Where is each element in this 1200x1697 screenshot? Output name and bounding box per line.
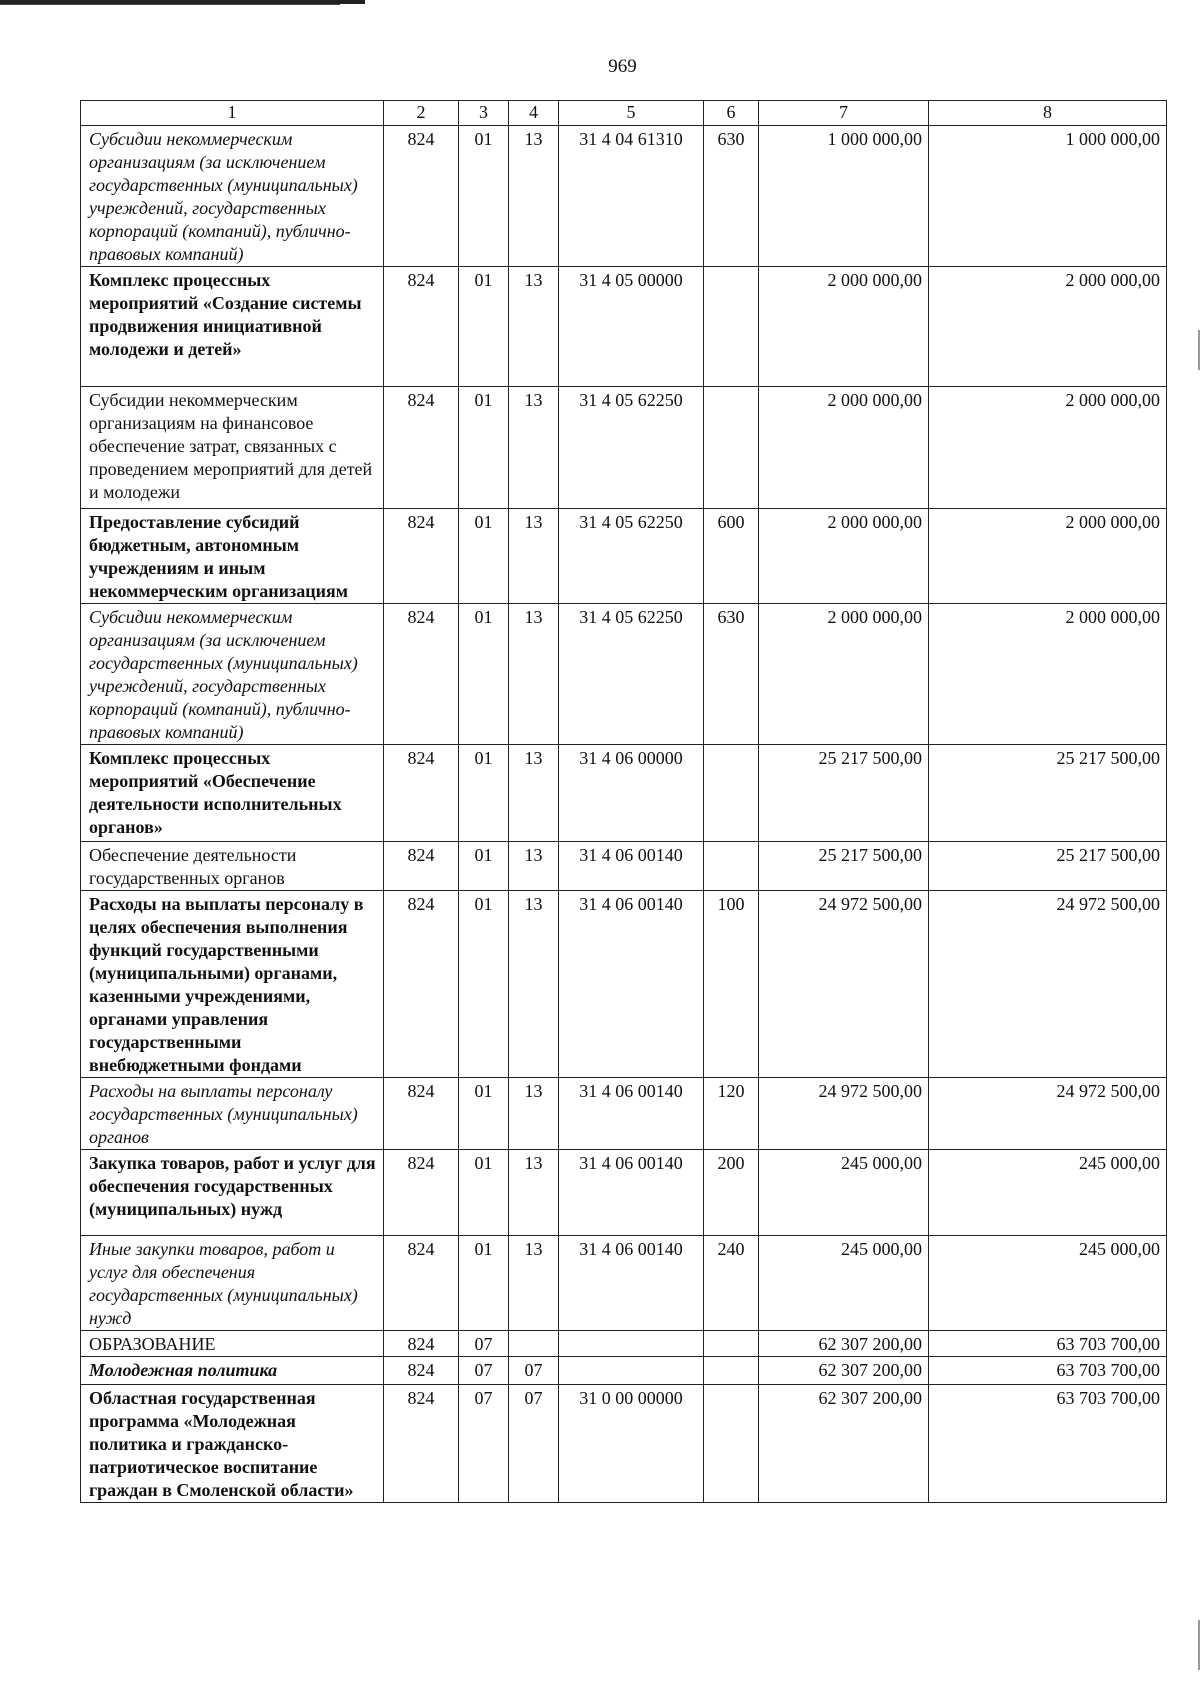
section-code: 01 bbox=[459, 387, 509, 509]
table-row bbox=[81, 1385, 1167, 1503]
section-code: 01 bbox=[459, 745, 509, 842]
expense-type-code bbox=[704, 842, 759, 891]
row-name: Обеспечение деятельности государственных органов bbox=[81, 842, 384, 891]
amount-year-1: 62 307 200,00 bbox=[759, 1385, 929, 1503]
admin-code: 824 bbox=[384, 1236, 459, 1331]
section-code: 07 bbox=[459, 1357, 509, 1385]
amount-year-1: 2 000 000,00 bbox=[759, 267, 929, 387]
section-code: 07 bbox=[459, 1331, 509, 1357]
subsection-code: 13 bbox=[509, 604, 559, 745]
subsection-code: 13 bbox=[509, 1078, 559, 1150]
table-row bbox=[81, 1357, 1167, 1385]
amount-year-2: 2 000 000,00 bbox=[929, 604, 1167, 745]
amount-year-1: 245 000,00 bbox=[759, 1236, 929, 1331]
header-row bbox=[81, 101, 1167, 126]
amount-year-2: 63 703 700,00 bbox=[929, 1385, 1167, 1503]
col-header: 2 bbox=[384, 101, 459, 126]
section-code: 01 bbox=[459, 126, 509, 267]
subsection-code: 13 bbox=[509, 745, 559, 842]
subsection-code: 07 bbox=[509, 1385, 559, 1503]
admin-code: 824 bbox=[384, 1331, 459, 1357]
subsection-code: 07 bbox=[509, 1357, 559, 1385]
amount-year-1: 2 000 000,00 bbox=[759, 509, 929, 604]
expense-type-code bbox=[704, 267, 759, 387]
section-code: 01 bbox=[459, 604, 509, 745]
amount-year-2: 2 000 000,00 bbox=[929, 387, 1167, 509]
row-name: Молодежная политика bbox=[81, 1357, 384, 1385]
admin-code: 824 bbox=[384, 1357, 459, 1385]
target-article-code: 31 4 05 62250 bbox=[559, 509, 704, 604]
expense-type-code bbox=[704, 1331, 759, 1357]
subsection-code: 13 bbox=[509, 1150, 559, 1236]
section-code: 01 bbox=[459, 509, 509, 604]
amount-year-1: 2 000 000,00 bbox=[759, 387, 929, 509]
target-article-code: 31 4 05 00000 bbox=[559, 267, 704, 387]
admin-code: 824 bbox=[384, 1078, 459, 1150]
admin-code: 824 bbox=[384, 604, 459, 745]
col-header: 4 bbox=[509, 101, 559, 126]
amount-year-2: 25 217 500,00 bbox=[929, 745, 1167, 842]
subsection-code: 13 bbox=[509, 509, 559, 604]
amount-year-2: 2 000 000,00 bbox=[929, 509, 1167, 604]
target-article-code: 31 4 06 00140 bbox=[559, 842, 704, 891]
col-header: 5 bbox=[559, 101, 704, 126]
budget-table bbox=[80, 100, 1167, 1503]
admin-code: 824 bbox=[384, 891, 459, 1078]
top-rule-thin bbox=[0, 4, 340, 5]
section-code: 01 bbox=[459, 1150, 509, 1236]
amount-year-1: 1 000 000,00 bbox=[759, 126, 929, 267]
target-article-code: 31 4 05 62250 bbox=[559, 387, 704, 509]
page-number: 969 bbox=[608, 56, 637, 77]
expense-type-code: 120 bbox=[704, 1078, 759, 1150]
col-header: 3 bbox=[459, 101, 509, 126]
expense-type-code bbox=[704, 387, 759, 509]
amount-year-2: 245 000,00 bbox=[929, 1150, 1167, 1236]
target-article-code: 31 4 06 00140 bbox=[559, 891, 704, 1078]
amount-year-1: 25 217 500,00 bbox=[759, 842, 929, 891]
target-article-code: 31 0 00 00000 bbox=[559, 1385, 704, 1503]
expense-type-code bbox=[704, 1357, 759, 1385]
row-name: Комплекс процессных мероприятий «Обеспечение деятельности исполнительных органов» bbox=[81, 745, 384, 842]
subsection-code: 13 bbox=[509, 126, 559, 267]
amount-year-1: 62 307 200,00 bbox=[759, 1357, 929, 1385]
section-code: 01 bbox=[459, 267, 509, 387]
admin-code: 824 bbox=[384, 842, 459, 891]
expense-type-code: 630 bbox=[704, 126, 759, 267]
col-header: 7 bbox=[759, 101, 929, 126]
target-article-code: 31 4 05 62250 bbox=[559, 604, 704, 745]
col-header: 1 bbox=[81, 101, 384, 126]
row-name: Субсидии некоммерческим организациям на финансовое обеспечение затрат, связанных с проведением мероприятий для детей и молодежи bbox=[81, 387, 384, 509]
amount-year-2: 2 000 000,00 bbox=[929, 267, 1167, 387]
expense-type-code: 200 bbox=[704, 1150, 759, 1236]
expense-type-code bbox=[704, 1385, 759, 1503]
amount-year-2: 25 217 500,00 bbox=[929, 842, 1167, 891]
subsection-code: 13 bbox=[509, 891, 559, 1078]
col-header: 8 bbox=[929, 101, 1167, 126]
amount-year-1: 2 000 000,00 bbox=[759, 604, 929, 745]
target-article-code bbox=[559, 1357, 704, 1385]
table-row bbox=[81, 1331, 1167, 1357]
target-article-code: 31 4 06 00000 bbox=[559, 745, 704, 842]
amount-year-2: 24 972 500,00 bbox=[929, 891, 1167, 1078]
section-code: 01 bbox=[459, 891, 509, 1078]
section-code: 01 bbox=[459, 1078, 509, 1150]
table-row bbox=[81, 509, 1167, 604]
amount-year-1: 245 000,00 bbox=[759, 1150, 929, 1236]
amount-year-1: 24 972 500,00 bbox=[759, 891, 929, 1078]
row-name: Расходы на выплаты персоналу государственных (муниципальных) органов bbox=[81, 1078, 384, 1150]
target-article-code: 31 4 04 61310 bbox=[559, 126, 704, 267]
row-name: Субсидии некоммерческим организациям (за исключением государственных (муниципальных) учреждений, государственных корпораций (компаний), публично-правовых компаний) bbox=[81, 126, 384, 267]
amount-year-2: 1 000 000,00 bbox=[929, 126, 1167, 267]
amount-year-2: 245 000,00 bbox=[929, 1236, 1167, 1331]
expense-type-code: 100 bbox=[704, 891, 759, 1078]
row-name: ОБРАЗОВАНИЕ bbox=[81, 1331, 384, 1357]
subsection-code bbox=[509, 1331, 559, 1357]
subsection-code: 13 bbox=[509, 267, 559, 387]
target-article-code: 31 4 06 00140 bbox=[559, 1236, 704, 1331]
section-code: 01 bbox=[459, 1236, 509, 1331]
expense-type-code: 600 bbox=[704, 509, 759, 604]
target-article-code: 31 4 06 00140 bbox=[559, 1078, 704, 1150]
admin-code: 824 bbox=[384, 1385, 459, 1503]
section-code: 01 bbox=[459, 842, 509, 891]
row-name: Закупка товаров, работ и услуг для обеспечения государственных (муниципальных) нужд bbox=[81, 1150, 384, 1236]
admin-code: 824 bbox=[384, 509, 459, 604]
amount-year-2: 24 972 500,00 bbox=[929, 1078, 1167, 1150]
col-header: 6 bbox=[704, 101, 759, 126]
section-code: 07 bbox=[459, 1385, 509, 1503]
target-article-code bbox=[559, 1331, 704, 1357]
amount-year-1: 24 972 500,00 bbox=[759, 1078, 929, 1150]
table-row bbox=[81, 891, 1167, 1078]
expense-type-code: 240 bbox=[704, 1236, 759, 1331]
amount-year-2: 63 703 700,00 bbox=[929, 1357, 1167, 1385]
row-name: Предоставление субсидий бюджетным, автономным учреждениям и иным некоммерческим организациям bbox=[81, 509, 384, 604]
row-name: Расходы на выплаты персоналу в целях обеспечения выполнения функций государственными (муниципальными) органами, казенными учреждениями, органами управления государственными внебюджетными фондами bbox=[81, 891, 384, 1078]
row-name: Комплекс процессных мероприятий «Создание системы продвижения инициативной молодежи и детей» bbox=[81, 267, 384, 387]
table-row bbox=[81, 842, 1167, 891]
table-row bbox=[81, 1150, 1167, 1236]
amount-year-1: 62 307 200,00 bbox=[759, 1331, 929, 1357]
expense-type-code bbox=[704, 745, 759, 842]
admin-code: 824 bbox=[384, 267, 459, 387]
subsection-code: 13 bbox=[509, 387, 559, 509]
expense-type-code: 630 bbox=[704, 604, 759, 745]
subsection-code: 13 bbox=[509, 842, 559, 891]
table-row bbox=[81, 745, 1167, 842]
table-row bbox=[81, 267, 1167, 387]
admin-code: 824 bbox=[384, 1150, 459, 1236]
target-article-code: 31 4 06 00140 bbox=[559, 1150, 704, 1236]
amount-year-2: 63 703 700,00 bbox=[929, 1331, 1167, 1357]
table-row bbox=[81, 604, 1167, 745]
table-row bbox=[81, 126, 1167, 267]
admin-code: 824 bbox=[384, 387, 459, 509]
row-name: Областная государственная программа «Молодежная политика и гражданско-патриотическое воспитание граждан в Смоленской области» bbox=[81, 1385, 384, 1503]
row-name: Субсидии некоммерческим организациям (за исключением государственных (муниципальных) учреждений, государственных корпораций (компаний), публично-правовых компаний) bbox=[81, 604, 384, 745]
admin-code: 824 bbox=[384, 126, 459, 267]
table-row bbox=[81, 1236, 1167, 1331]
table-row bbox=[81, 1078, 1167, 1150]
table-row bbox=[81, 387, 1167, 509]
subsection-code: 13 bbox=[509, 1236, 559, 1331]
row-name: Иные закупки товаров, работ и услуг для обеспечения государственных (муниципальных) нужд bbox=[81, 1236, 384, 1331]
amount-year-1: 25 217 500,00 bbox=[759, 745, 929, 842]
admin-code: 824 bbox=[384, 745, 459, 842]
